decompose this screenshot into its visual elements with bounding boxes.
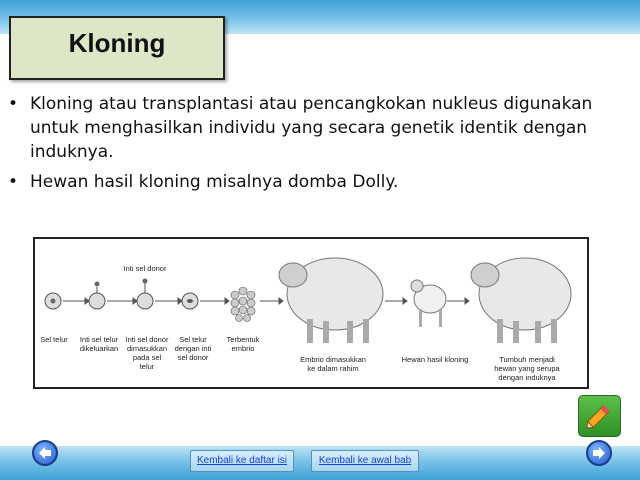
donor-insertion-icon bbox=[137, 279, 153, 310]
bullet-text: Hewan hasil kloning misalnya domba Dolly. bbox=[30, 172, 399, 192]
next-button[interactable] bbox=[586, 440, 612, 466]
label-step: Sel telur dengan inti sel donor bbox=[174, 335, 212, 362]
label-step: Sel telur bbox=[40, 335, 68, 344]
bullet-item bbox=[8, 170, 608, 194]
enucleated-egg-icon bbox=[89, 282, 105, 310]
label-step: Tumbuh menjadi hewan yang serupa dengan induknya bbox=[494, 355, 560, 382]
label-donor-nucleus: Inti sel donor bbox=[123, 264, 167, 273]
pencil-icon bbox=[579, 396, 620, 436]
embryo-icon bbox=[231, 287, 255, 322]
bullet-list bbox=[8, 92, 608, 200]
arrow-left-icon bbox=[38, 446, 52, 460]
page-title: Kloning bbox=[68, 28, 166, 58]
label-step: Hewan hasil kloning bbox=[401, 355, 469, 364]
label-step: Embrio dimasukkan ke dalam rahim bbox=[300, 355, 366, 373]
egg-with-donor-icon bbox=[182, 293, 198, 309]
bullet-item bbox=[8, 92, 608, 164]
cloned-lamb-icon bbox=[411, 280, 446, 327]
title-box bbox=[9, 16, 225, 80]
surrogate-sheep-icon bbox=[279, 258, 383, 343]
bullet-text: Kloning atau transplantasi atau pencangkokan nukleus digunakan untuk menghasilkan individu yang secara genetik identik dengan induknya. bbox=[30, 94, 593, 162]
back-to-contents-link[interactable]: Kembali ke daftar isi bbox=[190, 450, 294, 472]
egg-cell-icon bbox=[45, 293, 61, 309]
flow-arrows bbox=[63, 298, 469, 304]
cloning-diagram bbox=[33, 237, 589, 389]
adult-clone-sheep-icon bbox=[471, 258, 571, 343]
bullet-marker: • bbox=[8, 94, 19, 114]
bullet-marker: • bbox=[8, 172, 19, 192]
label-step: Inti sel telur dikeluarkan bbox=[79, 335, 119, 353]
label-step: Inti sel donor dimasukkan pada sel telur bbox=[125, 335, 169, 371]
arrow-right-icon bbox=[592, 446, 606, 460]
edit-button[interactable] bbox=[578, 395, 621, 437]
label-step: Terbentuk embrio bbox=[226, 335, 260, 353]
back-to-chapter-start-link[interactable]: Kembali ke awal bab bbox=[311, 450, 419, 472]
prev-button[interactable] bbox=[32, 440, 58, 466]
